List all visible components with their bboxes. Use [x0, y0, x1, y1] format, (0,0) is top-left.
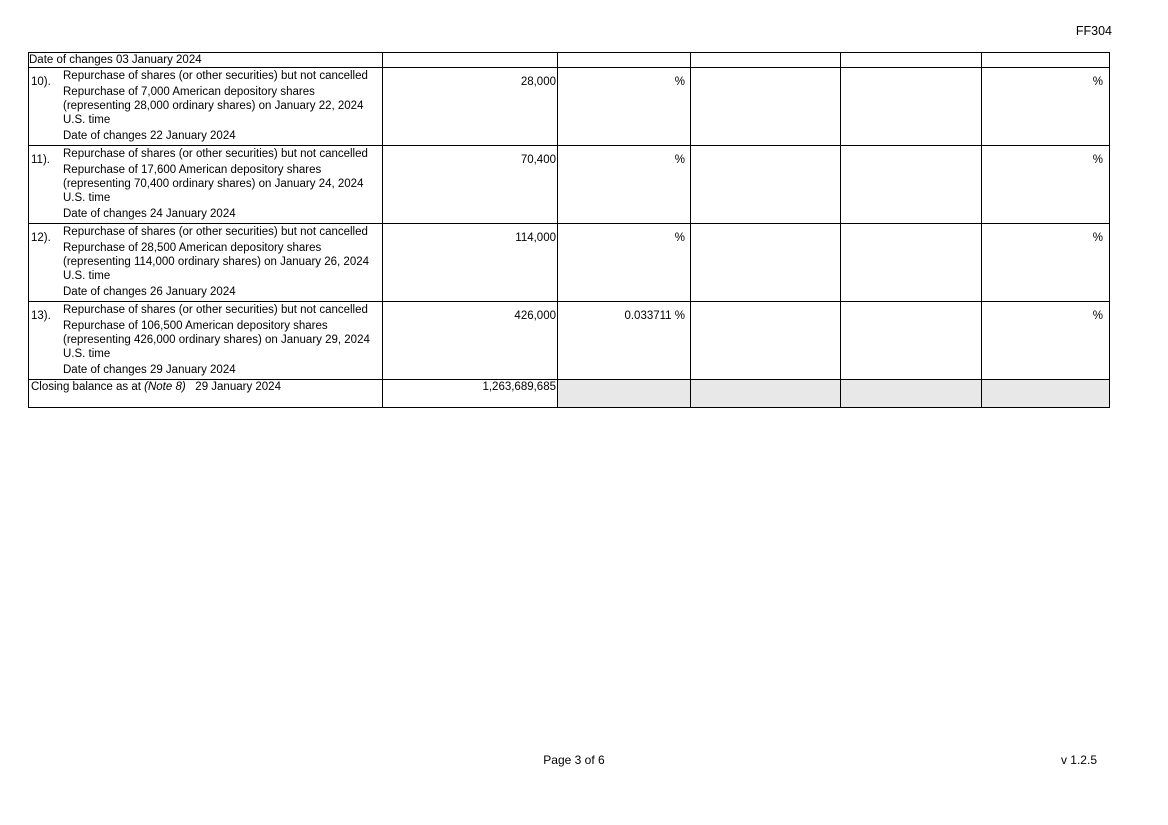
percent-cell: %: [982, 224, 1110, 302]
entry-title: Repurchase of shares (or other securities) but not cancelled: [63, 226, 368, 238]
percent-cell: %: [982, 302, 1110, 380]
entry-description: [29, 146, 383, 224]
percent-cell: %: [982, 146, 1110, 224]
percent-cell: %: [982, 68, 1110, 146]
date-of-changes: Date of changes 03 January 2024: [29, 53, 383, 68]
table-row-entry-13: [29, 302, 1110, 380]
entry-detail: Repurchase of 7,000 American depository shares (representing 28,000 ordinary shares) on January 22, 2024 U.S. time: [63, 86, 364, 126]
entry-description: [29, 302, 383, 380]
entry-title: Repurchase of shares (or other securities) but not cancelled: [63, 148, 368, 160]
entry-number: 11).: [31, 154, 50, 166]
percent-cell: %: [558, 224, 691, 302]
closing-balance-amount: 1,263,689,685: [383, 380, 558, 408]
closing-note: (Note 8): [144, 381, 186, 393]
form-code: FF304: [1075, 24, 1112, 38]
closing-label-prefix: Closing balance as at: [31, 381, 145, 393]
entry-detail: Repurchase of 106,500 American depository shares (representing 426,000 ordinary shares) on January 29, 2024 U.S. time: [63, 320, 370, 360]
shares-value: 28,000: [383, 68, 558, 146]
entry-title: Repurchase of shares (or other securities) but not cancelled: [63, 304, 368, 316]
percent-cell: 0.033711 %: [558, 302, 691, 380]
entry-number: 12).: [31, 232, 51, 244]
date-of-changes: Date of changes 22 January 2024: [63, 130, 236, 142]
table-row-entry-10: [29, 68, 1110, 146]
entry-title: Repurchase of shares (or other securities) but not cancelled: [63, 70, 368, 82]
entry-detail: Repurchase of 28,500 American depository shares (representing 114,000 ordinary shares) on January 26, 2024 U.S. time: [63, 242, 370, 282]
percent-cell: %: [558, 146, 691, 224]
form-version: v 1.2.5: [1060, 753, 1097, 767]
table-row-entry-11: [29, 146, 1110, 224]
share-changes-table: [28, 52, 1110, 408]
entry-detail: Repurchase of 17,600 American depository shares (representing 70,400 ordinary shares) on January 24, 2024 U.S. time: [63, 164, 364, 204]
percent-cell: %: [558, 68, 691, 146]
entry-number: 10).: [31, 76, 51, 88]
shares-value: 70,400: [383, 146, 558, 224]
date-of-changes: Date of changes 29 January 2024: [63, 364, 236, 376]
page-number: Page 3 of 6: [543, 753, 605, 767]
entry-number: 13).: [31, 310, 51, 322]
shares-value: 426,000: [383, 302, 558, 380]
closing-date: 29 January 2024: [195, 381, 281, 393]
date-of-changes: Date of changes 24 January 2024: [63, 208, 236, 220]
date-of-changes: Date of changes 26 January 2024: [63, 286, 236, 298]
table-row-closing-balance: [29, 380, 1110, 408]
entry-description: [29, 68, 383, 146]
entry-description: [29, 224, 383, 302]
closing-balance-label: [29, 380, 383, 408]
table-row-previous-date: [29, 53, 1110, 68]
table-row-entry-12: [29, 224, 1110, 302]
shares-value: 114,000: [383, 224, 558, 302]
